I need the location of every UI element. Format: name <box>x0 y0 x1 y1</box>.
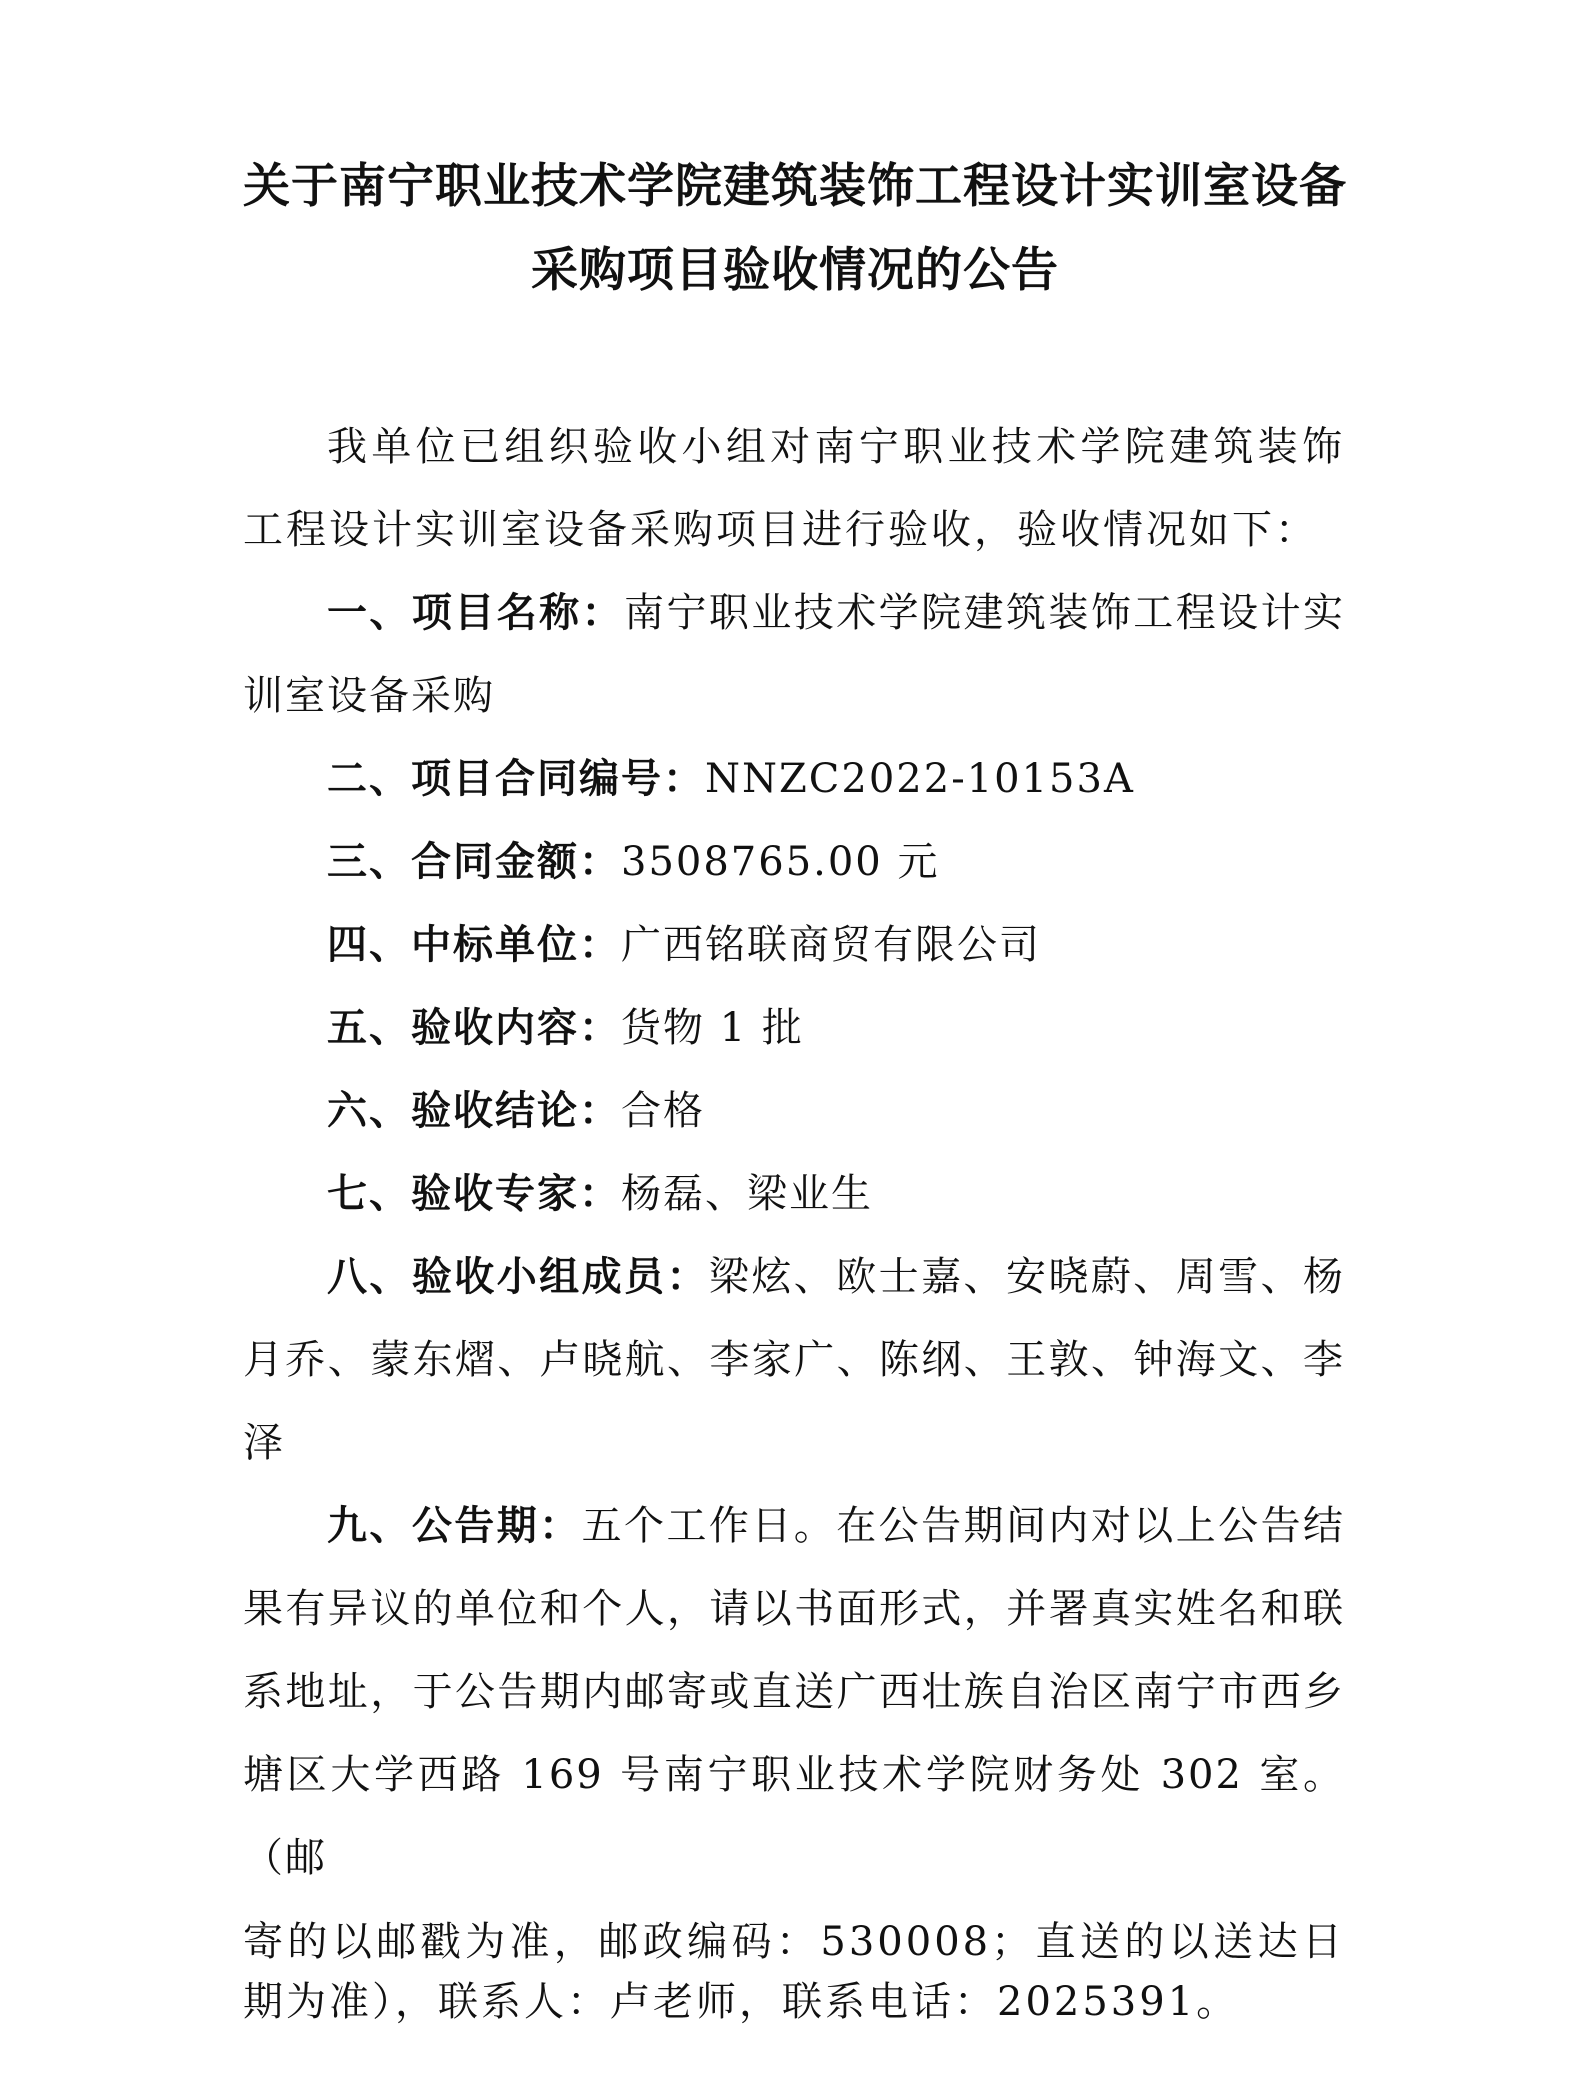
item-value: 杨磊、梁业生 <box>621 1171 873 1217</box>
item-value: 货物 1 批 <box>621 1005 804 1051</box>
item-label: 二、项目合同编号： <box>327 756 705 802</box>
item-value: 南宁职业技术学院建筑装饰工程设计实训室设备采购 <box>243 590 1346 719</box>
item-label: 八、验收小组成员： <box>327 1254 709 1300</box>
item-acceptance-content <box>243 987 1345 1070</box>
intro-paragraph: 我单位已组织验收小组对南宁职业技术学院建筑装饰工程设计实训室设备采购项目进行验收，验收情况如下： <box>243 424 1345 553</box>
item-value: 合格 <box>621 1088 705 1134</box>
item-label: 五、验收内容： <box>327 1005 621 1051</box>
document-title <box>240 145 1350 313</box>
item-project-name <box>243 572 1345 738</box>
item-label: 三、合同金额： <box>327 839 621 885</box>
notice-period-paragraph <box>243 1485 1345 1900</box>
notice-tail: 寄的以邮戳为准，邮政编码：530008；直送的以送达日期为准），联系人：卢老师，联系电话：2025391。 <box>243 1919 1345 2025</box>
item-label: 四、中标单位： <box>327 922 621 968</box>
item-value: 3508765.00 元 <box>621 839 940 885</box>
item-value: 梁炫、欧士嘉、安晓蔚、周雪、杨月乔、蒙东熠、卢晓航、李家广、陈纲、王敦、钟海文、李泽 <box>243 1254 1346 1466</box>
document-body <box>243 406 1345 2032</box>
item-label: 六、验收结论： <box>327 1088 621 1134</box>
item-contract-number <box>243 738 1345 821</box>
item-winning-bidder <box>243 904 1345 987</box>
title-line-2: 采购项目验收情况的公告 <box>531 243 1059 298</box>
item-contract-amount <box>243 821 1345 904</box>
item-acceptance-conclusion <box>243 1070 1345 1153</box>
notice-label: 九、公告期： <box>327 1503 582 1549</box>
title-line-1: 关于南宁职业技术学院建筑装饰工程设计实训室设备 <box>243 159 1347 214</box>
item-acceptance-experts <box>243 1153 1345 1236</box>
item-value: 广西铭联商贸有限公司 <box>621 922 1041 968</box>
item-label: 一、项目名称： <box>327 590 625 636</box>
item-group-members <box>243 1236 1345 1485</box>
item-label: 七、验收专家： <box>327 1171 621 1217</box>
notice-text: 五个工作日。在公告期间内对以上公告结果有异议的单位和个人，请以书面形式，并署真实姓名和联系地址，于公告期内邮寄或直送广西壮族自治区南宁市西乡塘区大学西路 169 号南宁职业技术学院财务处 302 室。（邮 <box>243 1503 1346 1881</box>
item-value: NNZC2022-10153A <box>705 756 1135 802</box>
